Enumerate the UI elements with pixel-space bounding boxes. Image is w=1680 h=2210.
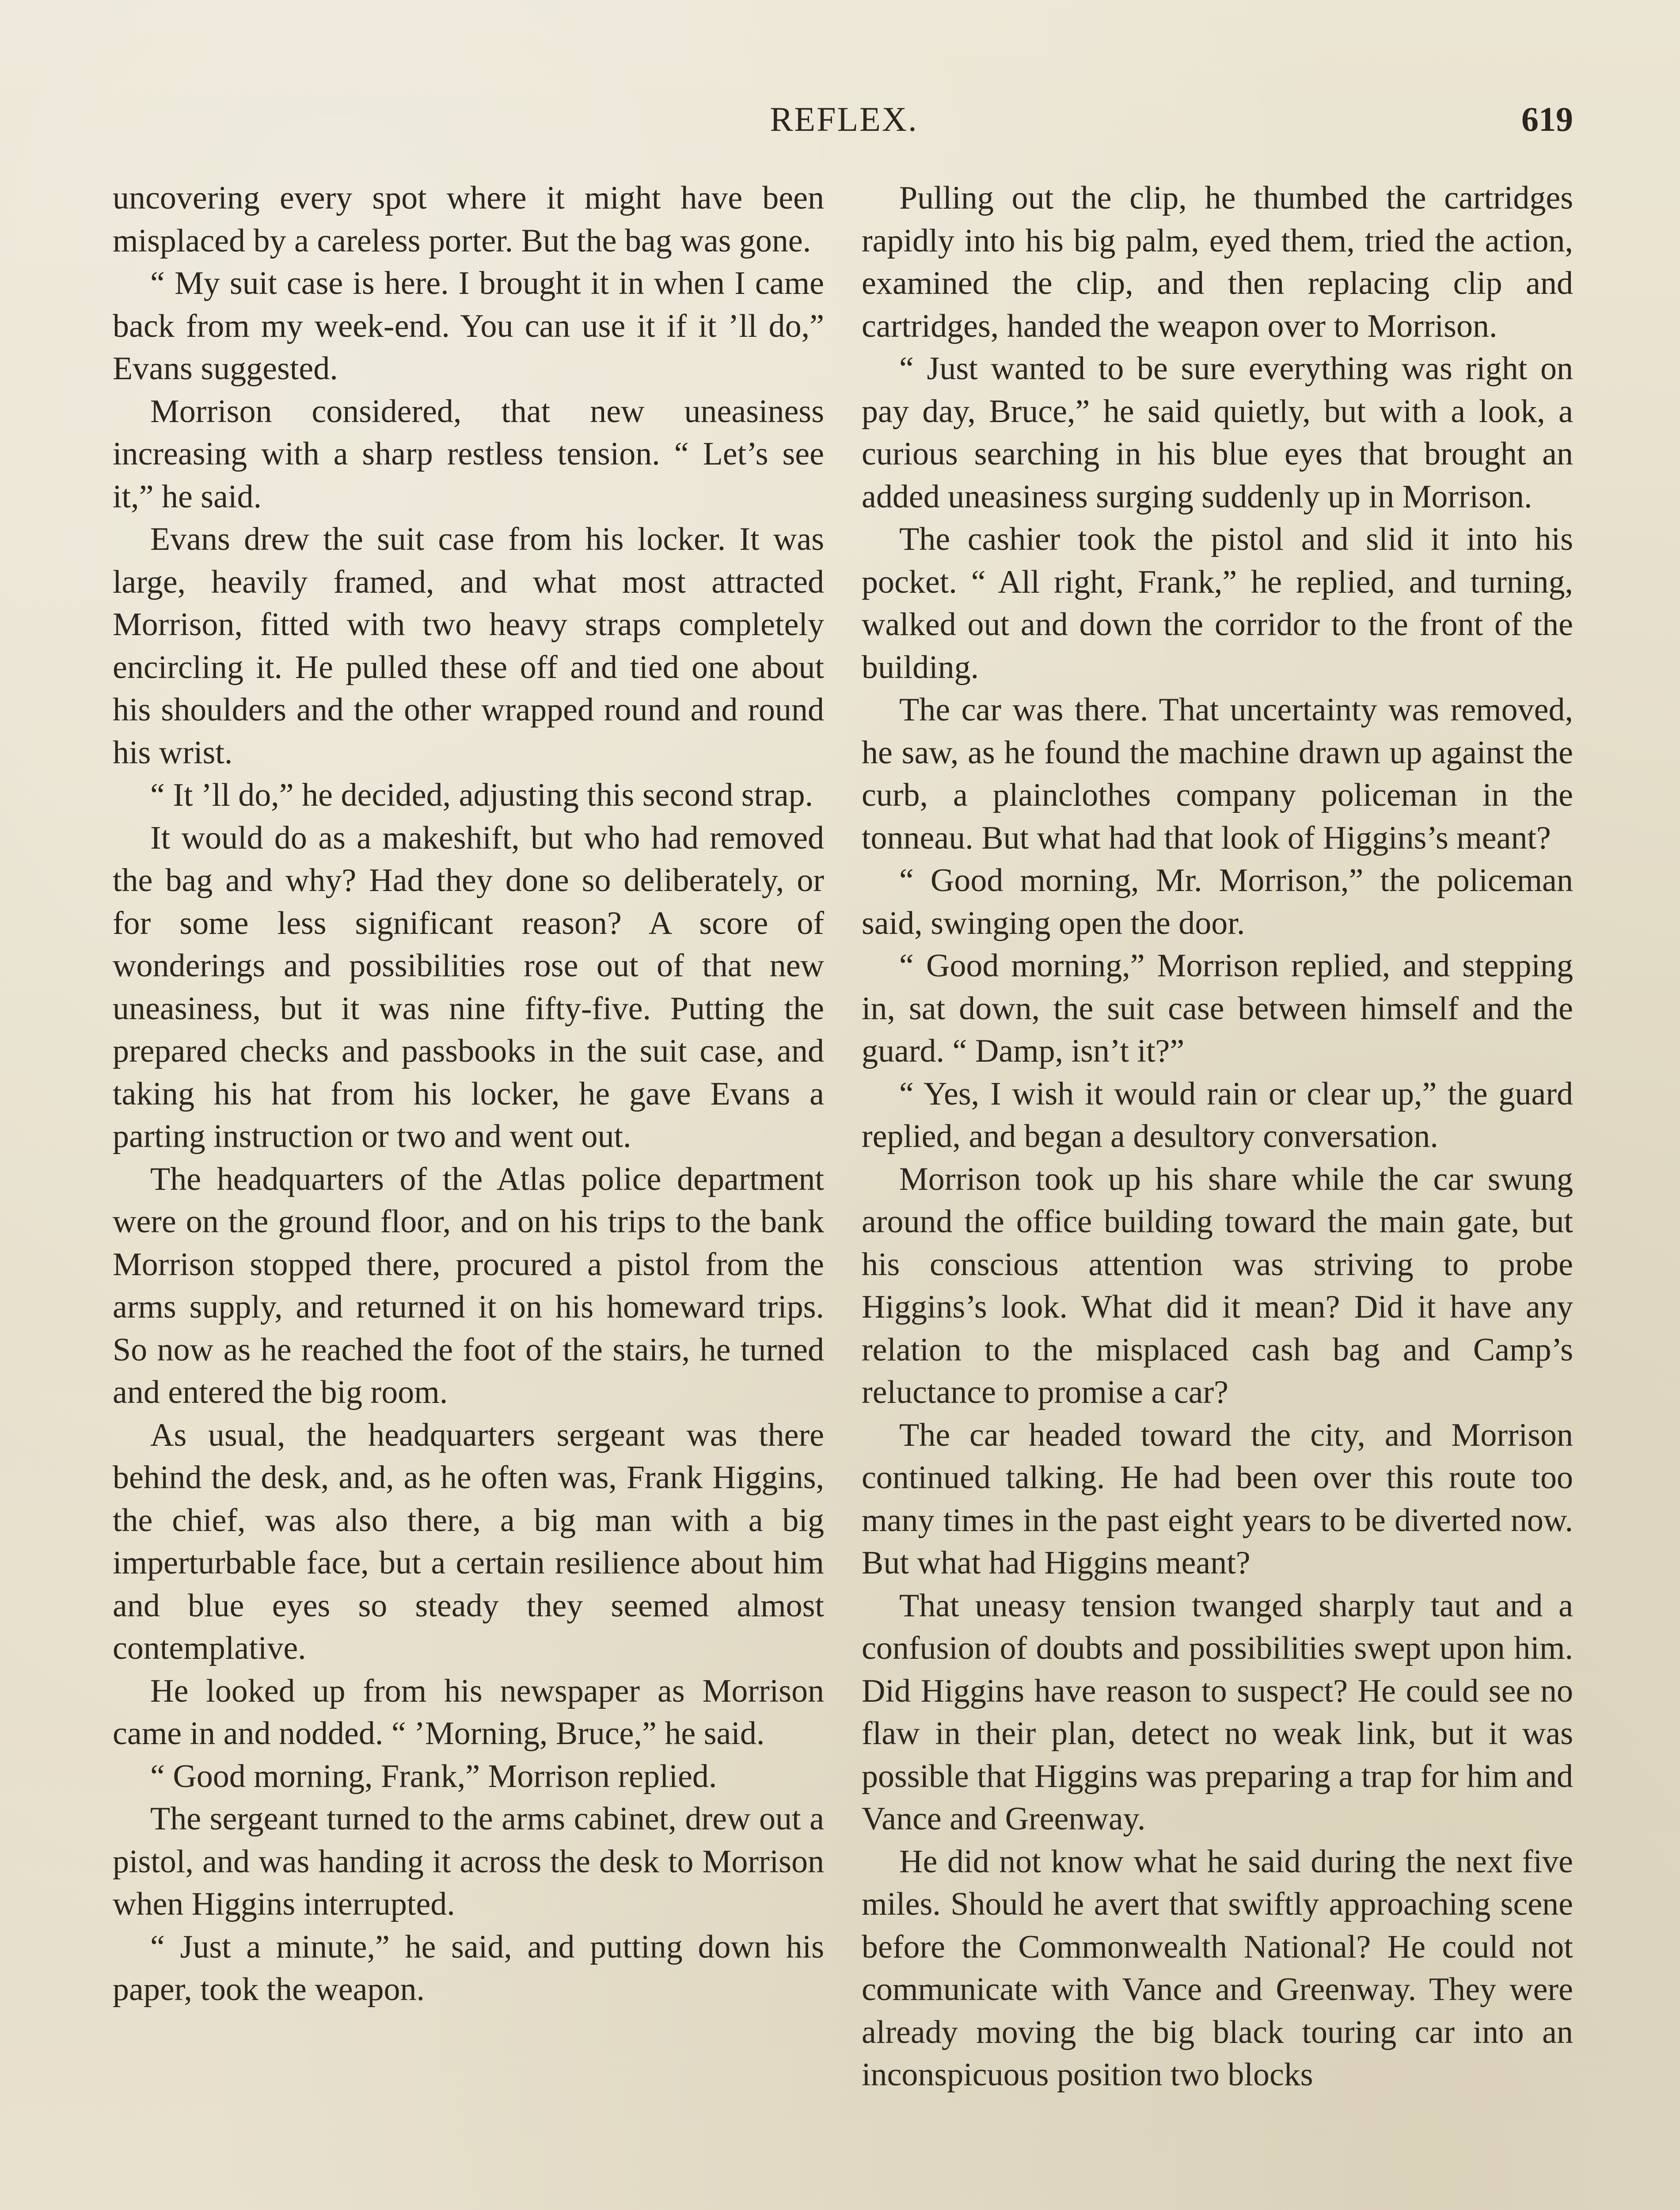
paragraph: “ It ’ll do,” he decided, adjusting this second strap.: [150, 777, 813, 813]
paragraph: Morrison considered, that new uneasiness increasing with a sharp restless tension. “ Let’s see it,” he said.: [113, 393, 824, 515]
paragraph: “ Just wanted to be sure everything was right on pay day, Bruce,” he said quietly, but with a look, a curious searching in his blue eyes that brought an added uneasiness surging suddenly up in Morrison.: [862, 351, 1573, 515]
paragraph: The cashier took the pistol and slid it into his pocket. “ All right, Frank,” he replied, and turning, walked out and down the corridor to the front of the building.: [862, 521, 1573, 686]
paragraph: As usual, the headquarters sergeant was there behind the desk, and, as he often was, Frank Higgins, the chief, was also there, a big man with a big imperturbable face, but a certain resilience about him and blue eyes so steady they seemed almost contemplative.: [113, 1417, 824, 1666]
paragraph: The car was there. That uncertainty was removed, he saw, as he found the machine drawn up against the curb, a plainclothes company policeman in the tonneau. But what had that look of Higgins’s meant?: [862, 692, 1573, 856]
paragraph: Evans drew the suit case from his locker. It was large, heavily framed, and what most attracted Morrison, fitted with two heavy straps completely encircling it. He pulled these off and tied one about his shoulders and the other wrapped round and round his wrist.: [113, 521, 824, 771]
paragraph: “ Good morning, Frank,” Morrison replied.: [150, 1758, 717, 1795]
running-title: REFLEX.: [770, 100, 918, 138]
paragraph: “ My suit case is here. I brought it in when I came back from my week-end. You can use it if it ’ll do,” Evans suggested.: [113, 265, 824, 387]
paragraph: “ Good morning, Mr. Morrison,” the policeman said, swinging open the door.: [862, 862, 1573, 941]
paragraph: The car headed toward the city, and Morrison continued talking. He had been over this route too many times in the past eight years to be diverted now. But what had Higgins meant?: [862, 1417, 1573, 1581]
paragraph: Pulling out the clip, he thumbed the cartridges rapidly into his big palm, eyed them, tried the action, examined the clip, and then replacing clip and cartridges, handed the weapon over to Morrison.: [862, 180, 1573, 344]
page-header: [115, 95, 1573, 144]
paragraph: The headquarters of the Atlas police department were on the ground floor, and on his trips to the bank Morrison stopped there, procured a pistol from the arms supply, and returned it on his homeward trips. So now as he reached the foot of the stairs, he turned and entered the big room.: [113, 1161, 824, 1410]
paragraph: He did not know what he said during the next five miles. Should he avert that swiftly approaching scene before the Commonwealth National? He could not communicate with Vance and Greenway. They were already moving the big black touring car into an inconspicuous position two blocks: [862, 1843, 1573, 2093]
paragraph: He looked up from his newspaper as Morrison came in and nodded. “ ’Morning, Bruce,” he said.: [113, 1673, 824, 1752]
paragraph: Morrison took up his share while the car swung around the office building toward the main gate, but his conscious attention was striving to probe Higgins’s look. What did it mean? Did it have any relation to the misplaced cash bag and Camp’s reluctance to promise a car?: [862, 1161, 1573, 1410]
page-number: 619: [1521, 100, 1573, 138]
paragraph: “ Just a minute,” he said, and putting down his paper, took the weapon.: [113, 1928, 824, 2008]
paragraph: The sergeant turned to the arms cabinet, drew out a pistol, and was handing it across the desk to Morrison when Higgins interrupted.: [113, 1801, 824, 1922]
paragraph: It would do as a makeshift, but who had removed the bag and why? Had they done so deliberately, or for some less significant reason? A score of wonderings and possibilities rose out of that new uneasiness, but it was nine fifty-five. Putting the prepared checks and passbooks in the suit case, and taking his hat from his locker, he gave Evans a parting instruction or two and went out.: [113, 819, 824, 1155]
paragraph: That uneasy tension twanged sharply taut and a confusion of doubts and possibilities swept upon him. Did Higgins have reason to suspect? He could see no flaw in their plan, detect no weak link, but it was possible that Higgins was preparing a trap for him and Vance and Greenway.: [862, 1587, 1573, 1837]
paragraph: “ Yes, I wish it would rain or clear up,” the guard replied, and began a desultory conversation.: [862, 1075, 1573, 1155]
left-column: [113, 177, 824, 2011]
right-column: [862, 177, 1573, 2096]
paragraph: “ Good morning,” Morrison replied, and stepping in, sat down, the suit case between himself and the guard. “ Damp, isn’t it?”: [862, 948, 1573, 1069]
paragraph: uncovering every spot where it might have been misplaced by a careless porter. But the bag was gone.: [113, 180, 824, 259]
